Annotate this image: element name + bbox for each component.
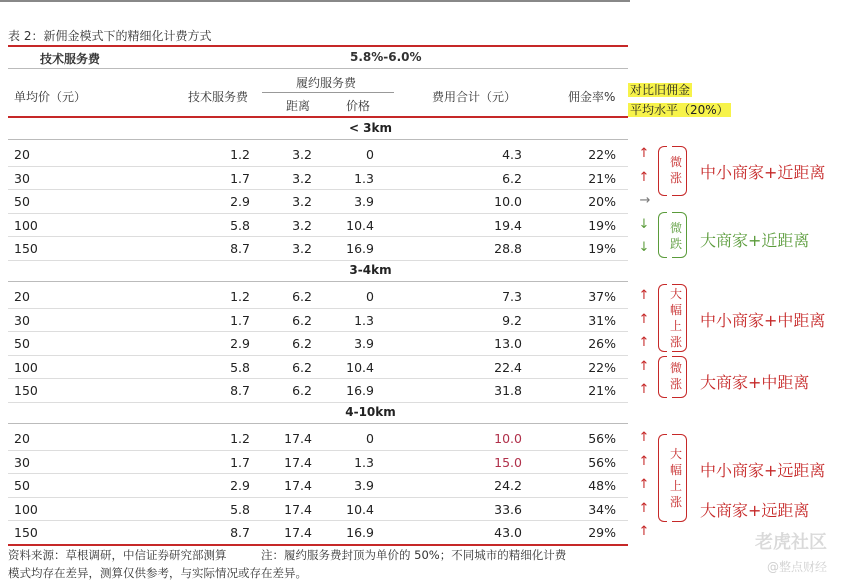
cell-price: 0	[366, 289, 374, 304]
bracket-label: 微 涨	[669, 155, 682, 185]
cell-price: 0	[366, 147, 374, 162]
bracket-label: 大 幅 上 涨	[669, 447, 682, 509]
cell-total: 6.2	[502, 170, 522, 186]
fee-row-label: 技术服务费	[40, 52, 101, 66]
cell-distance: 6.2	[292, 312, 312, 328]
section-title: < 3km	[348, 121, 393, 135]
arrow-up-icon: ↑	[638, 430, 650, 445]
bracket-left	[658, 284, 667, 352]
header-distance: 距离	[286, 99, 311, 113]
top-border	[0, 0, 630, 2]
cell-rate: 19%	[588, 217, 616, 233]
cell-distance: 6.2	[292, 359, 312, 375]
cell-tech-fee: 5.8	[230, 501, 250, 517]
row-rule	[8, 473, 628, 474]
row-rule	[8, 236, 628, 237]
arrow-up-icon: ↑	[638, 358, 650, 374]
cell-total: 31.8	[494, 383, 522, 399]
arrow-up-icon: ↑	[638, 382, 650, 398]
cell-price: 1.3	[354, 170, 374, 186]
bracket-left	[658, 434, 667, 522]
section-rule	[8, 423, 628, 424]
cell-price: 3.9	[354, 336, 374, 352]
cell-distance: 3.2	[292, 241, 312, 257]
cell-distance: 17.4	[284, 478, 312, 494]
cell-unit-price: 150	[14, 525, 38, 541]
cell-total: 9.2	[502, 312, 522, 328]
arrow-up-icon: ↑	[638, 146, 650, 161]
cell-rate: 21%	[588, 383, 616, 399]
cell-total: 33.6	[494, 501, 522, 517]
row-rule	[8, 378, 628, 379]
cell-rate: 20%	[588, 194, 616, 210]
cell-tech-fee: 1.2	[230, 147, 250, 162]
cell-distance: 3.2	[292, 147, 312, 162]
header-rate: 佣金率%	[568, 90, 616, 104]
cell-price: 10.4	[346, 217, 374, 233]
bracket-label: 微 跌	[669, 221, 682, 251]
cell-total: 13.0	[494, 336, 522, 352]
rule-top	[8, 45, 628, 47]
bracket-left	[658, 212, 667, 258]
cell-rate: 37%	[588, 289, 616, 304]
arrow-down-icon: ↓	[638, 240, 650, 256]
arrow-up-icon: ↑	[638, 500, 650, 516]
rule-header	[8, 116, 628, 118]
cell-distance: 17.4	[284, 431, 312, 446]
arrow-up-icon: ↑	[638, 524, 650, 540]
cell-tech-fee: 8.7	[230, 383, 250, 399]
cell-tech-fee: 8.7	[230, 241, 250, 257]
row-rule	[8, 308, 628, 309]
cell-distance: 17.4	[284, 525, 312, 541]
row-rule	[8, 520, 628, 521]
cell-unit-price: 100	[14, 217, 38, 233]
cell-tech-fee: 1.2	[230, 431, 250, 446]
arrow-up-icon: ↑	[638, 311, 650, 327]
cell-price: 1.3	[354, 312, 374, 328]
cell-price: 16.9	[346, 525, 374, 541]
cell-distance: 3.2	[292, 170, 312, 186]
cell-tech-fee: 1.7	[230, 312, 250, 328]
cell-total: 10.0	[494, 194, 522, 210]
cell-tech-fee: 1.2	[230, 289, 250, 304]
cell-rate: 22%	[588, 147, 616, 162]
cell-total: 10.0	[494, 431, 522, 446]
annotation-small-far: 中小商家+远距离	[700, 461, 826, 480]
bracket-left	[658, 146, 667, 196]
cell-unit-price: 20	[14, 289, 30, 304]
cell-unit-price: 20	[14, 147, 30, 162]
header-total: 费用合计（元）	[432, 90, 517, 104]
cell-rate: 48%	[588, 478, 616, 494]
cell-unit-price: 150	[14, 383, 38, 399]
section-rule	[8, 281, 628, 282]
cell-price: 10.4	[346, 359, 374, 375]
arrow-up-icon: ↑	[638, 477, 650, 493]
row-rule	[8, 189, 628, 190]
annotation-large-far: 大商家+远距离	[700, 501, 810, 520]
annotation-small-mid: 中小商家+中距离	[700, 311, 826, 330]
row-rule	[8, 355, 628, 356]
cell-price: 3.9	[354, 478, 374, 494]
arrow-up-icon: ↑	[638, 453, 650, 469]
cell-rate: 56%	[588, 431, 616, 446]
cell-total: 24.2	[494, 478, 522, 494]
header-price: 价格	[346, 99, 371, 113]
cell-tech-fee: 2.9	[230, 194, 250, 210]
cell-distance: 3.2	[292, 194, 312, 210]
section-title: 4-10km	[345, 405, 396, 419]
cell-unit-price: 30	[14, 454, 30, 470]
header-compare-line1: 对比旧佣金	[630, 83, 691, 97]
cell-rate: 19%	[588, 241, 616, 257]
header-unit-price: 单均价（元）	[14, 90, 87, 104]
annotation-large-mid: 大商家+中距离	[700, 373, 810, 392]
arrow-up-icon: ↑	[638, 288, 650, 303]
cell-unit-price: 20	[14, 431, 30, 446]
bracket-label: 大 幅 上 涨	[669, 287, 682, 349]
cell-rate: 31%	[588, 312, 616, 328]
header-fulfil-rule	[262, 92, 394, 93]
cell-unit-price: 30	[14, 312, 30, 328]
footnote	[8, 546, 638, 582]
cell-distance: 17.4	[284, 454, 312, 470]
cell-price: 0	[366, 431, 374, 446]
annotation-small-near: 中小商家+近距离	[700, 163, 826, 182]
bracket-label: 微 涨	[669, 361, 682, 391]
footnote-line2: 模式均存在差异，测算仅供参考，与实际情况或存在差异。	[8, 566, 307, 580]
cell-total: 4.3	[502, 147, 522, 162]
cell-tech-fee: 5.8	[230, 217, 250, 233]
header-compare	[628, 79, 731, 118]
arrow-right-icon: →	[639, 193, 651, 209]
cell-unit-price: 50	[14, 336, 30, 352]
cell-price: 10.4	[346, 501, 374, 517]
bracket-left	[658, 356, 667, 398]
row-rule	[8, 450, 628, 451]
cell-rate: 26%	[588, 336, 616, 352]
cell-tech-fee: 2.9	[230, 336, 250, 352]
cell-unit-price: 100	[14, 501, 38, 517]
cell-rate: 21%	[588, 170, 616, 186]
cell-distance: 6.2	[292, 289, 312, 304]
cell-unit-price: 50	[14, 194, 30, 210]
cell-tech-fee: 8.7	[230, 525, 250, 541]
watermark-handle: @整点财经	[766, 560, 827, 574]
cell-tech-fee: 1.7	[230, 454, 250, 470]
cell-tech-fee: 5.8	[230, 359, 250, 375]
cell-total: 15.0	[494, 454, 522, 470]
arrow-up-icon: ↑	[638, 335, 650, 351]
row-rule	[8, 166, 628, 167]
row-rule	[8, 331, 628, 332]
cell-total: 7.3	[502, 289, 522, 304]
header-tech-fee: 技术服务费	[188, 90, 249, 104]
cell-tech-fee: 1.7	[230, 170, 250, 186]
row-rule	[8, 402, 628, 403]
rule-fee	[8, 68, 628, 69]
header-fulfil: 履约服务费	[296, 76, 357, 90]
cell-price: 16.9	[346, 241, 374, 257]
cell-distance: 6.2	[292, 383, 312, 399]
annotation-large-near: 大商家+近距离	[700, 231, 810, 250]
section-title: 3-4km	[349, 263, 392, 277]
cell-rate: 34%	[588, 501, 616, 517]
arrow-up-icon: ↑	[638, 169, 650, 185]
row-rule	[8, 260, 628, 261]
cell-distance: 6.2	[292, 336, 312, 352]
header-compare-line2: 平均水平（20%）	[630, 103, 729, 117]
row-rule	[8, 497, 628, 498]
cell-unit-price: 50	[14, 478, 30, 494]
cell-tech-fee: 2.9	[230, 478, 250, 494]
arrow-down-icon: ↓	[638, 216, 650, 232]
cell-rate: 22%	[588, 359, 616, 375]
cell-total: 28.8	[494, 241, 522, 257]
cell-total: 19.4	[494, 217, 522, 233]
cell-total: 22.4	[494, 359, 522, 375]
cell-distance: 3.2	[292, 217, 312, 233]
cell-rate: 56%	[588, 454, 616, 470]
watermark: 老虎社区	[755, 532, 827, 553]
row-rule	[8, 213, 628, 214]
fee-row-value: 5.8%-6.0%	[350, 50, 422, 64]
cell-total: 43.0	[494, 525, 522, 541]
cell-rate: 29%	[588, 525, 616, 541]
table-caption: 表 2：新佣金模式下的精细化计费方式	[8, 29, 212, 43]
section-rule	[8, 139, 628, 140]
cell-unit-price: 30	[14, 170, 30, 186]
cell-price: 3.9	[354, 194, 374, 210]
cell-price: 1.3	[354, 454, 374, 470]
cell-price: 16.9	[346, 383, 374, 399]
cell-unit-price: 150	[14, 241, 38, 257]
footnote-line1: 资料来源：草根调研，中信证券研究部测算 注：履约服务费封顶为单价的 50%；不同城市的精细化计费	[8, 548, 567, 562]
cell-unit-price: 100	[14, 359, 38, 375]
cell-distance: 17.4	[284, 501, 312, 517]
